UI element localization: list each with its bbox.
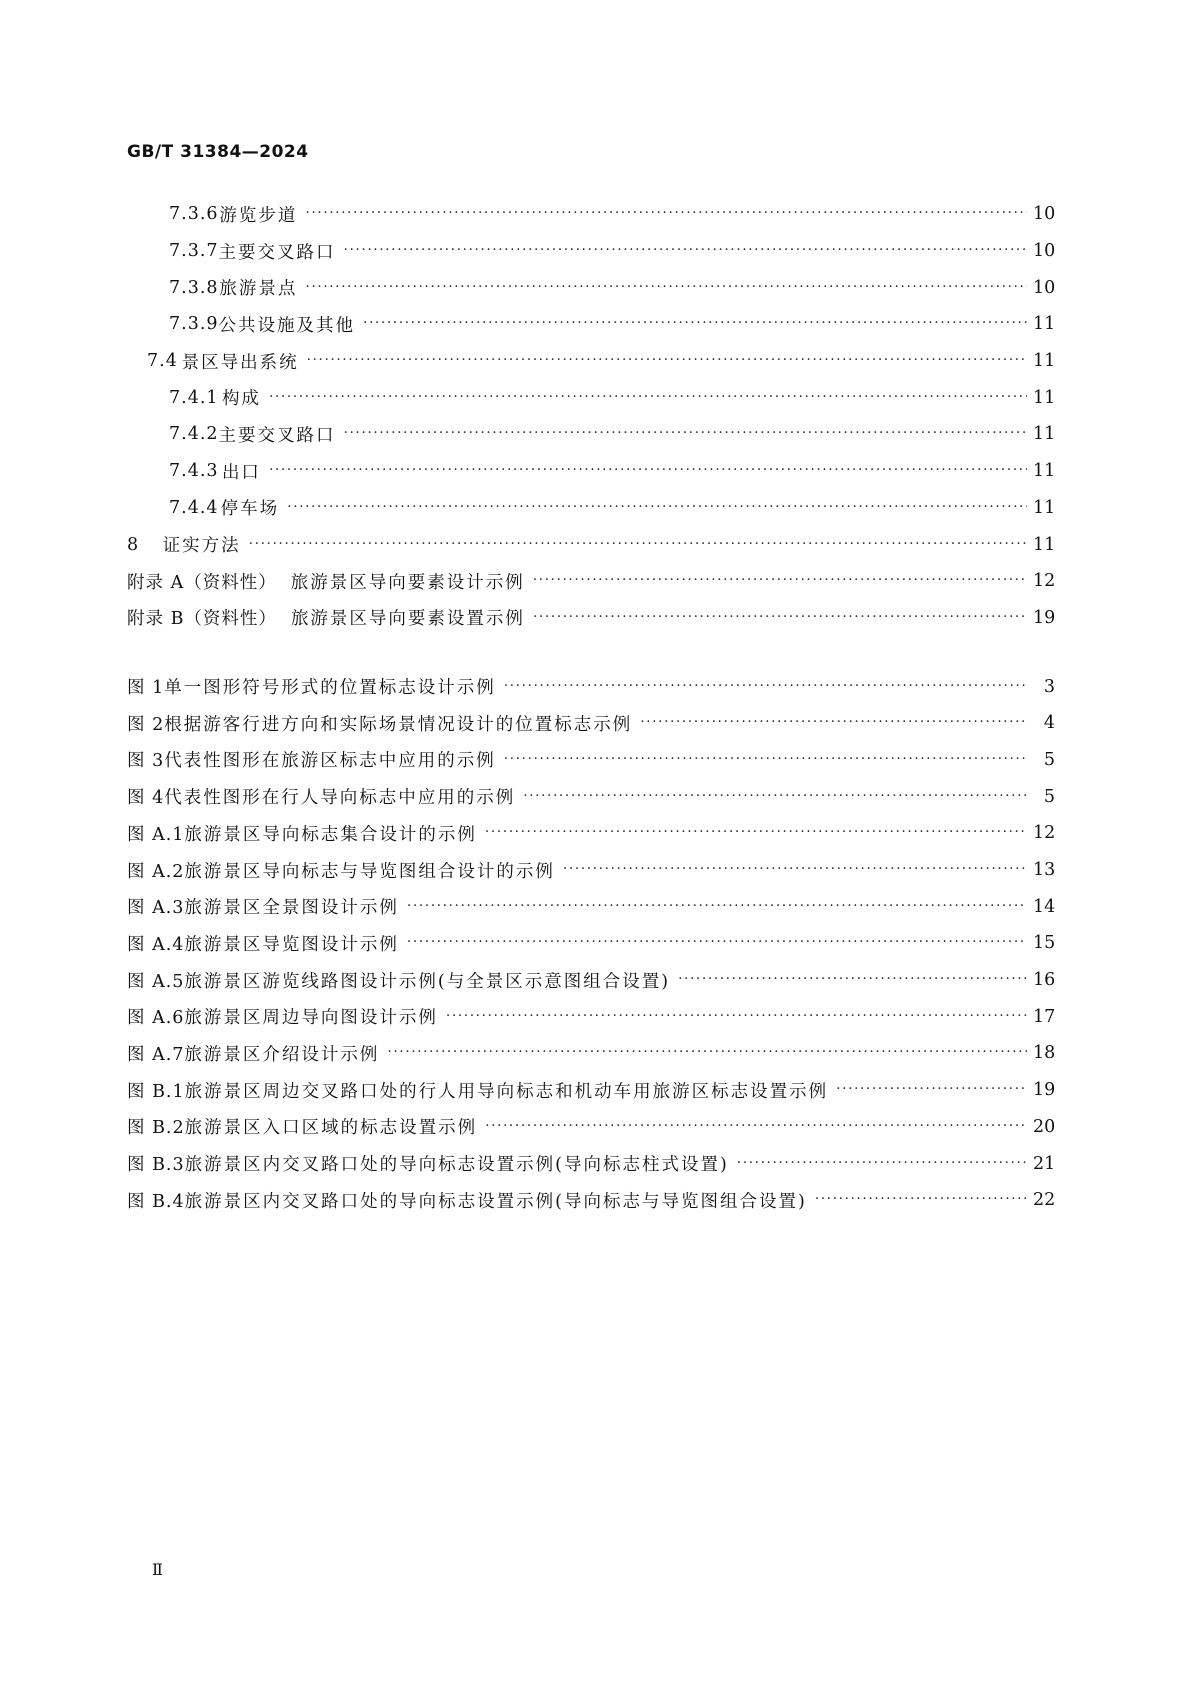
dot-leader: [269, 463, 1027, 479]
dot-leader: [407, 899, 1027, 915]
dot-leader: [815, 1192, 1027, 1208]
toc-entry-page: 10: [1033, 277, 1056, 298]
figure-entry-number: 图 2: [127, 714, 165, 735]
figure-entry-number: 图 A.7: [127, 1044, 185, 1065]
dot-leader: [485, 825, 1027, 841]
toc-entry-number: 7.3.6: [169, 204, 219, 225]
toc-entry-7-3-6[interactable]: [127, 196, 1055, 233]
toc-entry-page: 10: [1033, 241, 1056, 262]
figure-entry-title: 旅游景区入口区域的标志设置示例: [184, 1118, 478, 1139]
toc-entry-title: 出口: [221, 462, 261, 483]
figure-entry-3[interactable]: [127, 742, 1055, 779]
toc-entry-7-3-8[interactable]: [127, 269, 1055, 306]
dot-leader: [504, 752, 1027, 768]
figure-entry-1[interactable]: [127, 668, 1055, 705]
toc-entry-title: 停车场: [220, 499, 280, 520]
toc-entry-title: 构成: [221, 389, 261, 410]
toc-entry-number: 附录 A（资料性）: [127, 572, 277, 593]
figure-entry-a4[interactable]: [127, 925, 1055, 962]
toc-entry-7-3-7[interactable]: [127, 233, 1055, 270]
figure-entry-b2[interactable]: [127, 1109, 1055, 1146]
dot-leader: [678, 972, 1027, 988]
toc-entry-title: 旅游景区导向要素设计示例: [290, 572, 525, 593]
figure-entry-number: 图 A.4: [127, 934, 185, 955]
toc-entry-page: 11: [1033, 387, 1056, 408]
figure-entry-number: 图 B.2: [127, 1118, 185, 1139]
figure-entry-number: 图 A.1: [127, 824, 185, 845]
dot-leader: [307, 353, 1027, 369]
dot-leader: [533, 573, 1027, 589]
figure-entry-page: 13: [1033, 860, 1056, 881]
figure-entry-title: 旅游景区导览图设计示例: [184, 934, 399, 955]
dot-leader: [737, 1156, 1027, 1172]
toc-entry-number: 7.4: [147, 351, 178, 372]
figure-entry-number: 图 1: [127, 678, 165, 699]
toc-entry-page: 11: [1033, 534, 1056, 555]
toc-entry-page: 10: [1033, 204, 1056, 225]
figure-entry-number: 图 B.4: [127, 1191, 185, 1212]
toc-entry-number: 7.3.9: [169, 314, 219, 335]
dot-leader: [563, 862, 1027, 878]
figure-entry-b4[interactable]: [127, 1182, 1055, 1219]
dot-leader: [523, 789, 1027, 805]
figure-entry-title: 单一图形符号形式的位置标志设计示例: [164, 678, 496, 699]
toc-entry-title: 旅游景点: [219, 279, 298, 300]
figure-entry-number: 图 A.2: [127, 861, 185, 882]
figure-entry-page: 5: [1043, 749, 1055, 770]
dot-leader: [640, 715, 1027, 731]
figure-entry-title: 旅游景区内交叉路口处的导向标志设置示例(导向标志与导览图组合设置): [184, 1191, 807, 1212]
toc-entry-title: 证实方法: [162, 536, 241, 557]
figure-entry-page: 19: [1033, 1080, 1056, 1101]
toc-entry-title: 景区导出系统: [181, 352, 299, 373]
figure-entry-b1[interactable]: [127, 1072, 1055, 1109]
dot-leader: [387, 1045, 1027, 1061]
dot-leader: [287, 500, 1027, 516]
toc-entry-page: 11: [1033, 424, 1056, 445]
toc-entry-number: 7.4.3: [169, 461, 219, 482]
figure-entry-page: 15: [1033, 933, 1056, 954]
figure-entry-number: 图 B.1: [127, 1081, 185, 1102]
figure-entry-page: 5: [1043, 786, 1055, 807]
figure-entry-title: 根据游客行进方向和实际场景情况设计的位置标志示例: [164, 714, 633, 735]
toc-entry-page: 11: [1033, 497, 1056, 518]
page-number: Ⅱ: [152, 1560, 163, 1579]
figure-entry-page: 3: [1043, 676, 1055, 697]
dot-leader: [344, 243, 1027, 259]
figure-entry-b3[interactable]: [127, 1145, 1055, 1182]
figure-entry-title: 旅游景区全景图设计示例: [184, 898, 399, 919]
figure-entry-page: 20: [1033, 1116, 1056, 1137]
toc-entry-title: 旅游景区导向要素设置示例: [290, 609, 525, 630]
dot-leader: [344, 426, 1027, 442]
toc-entry-number: 附录 B（资料性）: [127, 609, 277, 630]
toc-entry-title: 主要交叉路口: [218, 425, 336, 446]
toc-entry-number: 8: [127, 534, 140, 555]
figure-entry-page: 16: [1033, 970, 1056, 991]
figure-entry-a3[interactable]: [127, 888, 1055, 925]
toc-entry-page: 11: [1033, 314, 1056, 335]
toc-entry-number: 7.4.4: [169, 497, 219, 518]
figure-entry-a5[interactable]: [127, 962, 1055, 999]
figure-entry-title: 代表性图形在行人导向标志中应用的示例: [164, 788, 516, 809]
toc-entry-7-3-9[interactable]: [127, 306, 1055, 343]
toc-entry-number: 7.4.2: [169, 424, 219, 445]
figure-entry-page: 4: [1043, 713, 1055, 734]
dot-leader: [533, 610, 1027, 626]
toc-entry-7-4-1[interactable]: [127, 379, 1055, 416]
dot-leader: [446, 1009, 1027, 1025]
toc-entry-page: 11: [1033, 461, 1056, 482]
figure-entry-title: 旅游景区游览线路图设计示例(与全景区示意图组合设置): [184, 971, 671, 992]
figure-entry-page: 12: [1033, 823, 1056, 844]
dot-leader: [407, 935, 1027, 951]
figure-entry-page: 14: [1033, 896, 1056, 917]
dot-leader: [249, 537, 1027, 553]
figure-entry-number: 图 4: [127, 788, 165, 809]
dot-leader: [836, 1082, 1027, 1098]
toc-entry-7-4-3[interactable]: [127, 453, 1055, 490]
document-code: GB/T 31384—2024: [127, 142, 309, 162]
toc-entry-7-4-4[interactable]: [127, 490, 1055, 527]
figure-entry-title: 旅游景区内交叉路口处的导向标志设置示例(导向标志柱式设置): [184, 1155, 729, 1176]
figure-entry-number: 图 A.6: [127, 1008, 185, 1029]
dot-leader: [485, 1119, 1027, 1135]
toc-entry-appendix-a[interactable]: [127, 563, 1055, 600]
figure-entry-4[interactable]: [127, 778, 1055, 815]
figure-entry-title: 旅游景区介绍设计示例: [184, 1044, 380, 1065]
figure-entry-title: 旅游景区周边导向图设计示例: [184, 1008, 438, 1029]
figure-entry-2[interactable]: [127, 705, 1055, 742]
section-gap: [127, 636, 1055, 668]
figure-entry-number: 图 B.3: [127, 1155, 185, 1176]
toc-entry-page: 19: [1033, 607, 1056, 628]
figure-entry-a2[interactable]: [127, 852, 1055, 889]
toc-entry-title: 公共设施及其他: [218, 315, 356, 336]
toc-entry-8[interactable]: [127, 526, 1055, 563]
figure-entry-number: 图 3: [127, 751, 165, 772]
toc-entry-number: 7.4.1: [169, 387, 219, 408]
toc-entry-appendix-b[interactable]: [127, 600, 1055, 637]
figure-entry-a6[interactable]: [127, 998, 1055, 1035]
figure-entry-title: 代表性图形在旅游区标志中应用的示例: [164, 751, 496, 772]
table-of-contents: [127, 196, 1055, 1219]
dot-leader: [305, 206, 1027, 222]
dot-leader: [305, 280, 1027, 296]
dot-leader: [363, 316, 1027, 332]
toc-entry-7-4-2[interactable]: [127, 416, 1055, 453]
figure-entry-page: 21: [1033, 1153, 1056, 1174]
toc-entry-number: 7.3.7: [169, 241, 219, 262]
toc-entry-title: 游览步道: [219, 205, 298, 226]
figure-entry-page: 17: [1033, 1006, 1056, 1027]
figure-entry-title: 旅游景区导向标志集合设计的示例: [184, 824, 477, 845]
figure-entry-page: 18: [1033, 1043, 1056, 1064]
toc-entry-page: 11: [1033, 351, 1056, 372]
figure-entry-title: 旅游景区周边交叉路口处的行人用导向标志和机动车用旅游区标志设置示例: [184, 1081, 829, 1102]
toc-entry-number: 7.3.8: [169, 277, 219, 298]
figure-entry-a7[interactable]: [127, 1035, 1055, 1072]
dot-leader: [504, 679, 1027, 695]
figure-entry-number: 图 A.3: [127, 898, 185, 919]
figure-entry-title: 旅游景区导向标志与导览图组合设计的示例: [184, 861, 555, 882]
figure-entry-a1[interactable]: [127, 815, 1055, 852]
figure-entry-page: 22: [1033, 1190, 1056, 1211]
toc-entry-title: 主要交叉路口: [218, 242, 336, 263]
dot-leader: [269, 390, 1027, 406]
toc-entry-7-4[interactable]: [127, 343, 1055, 380]
toc-entry-page: 12: [1033, 571, 1056, 592]
figure-entry-number: 图 A.5: [127, 971, 185, 992]
